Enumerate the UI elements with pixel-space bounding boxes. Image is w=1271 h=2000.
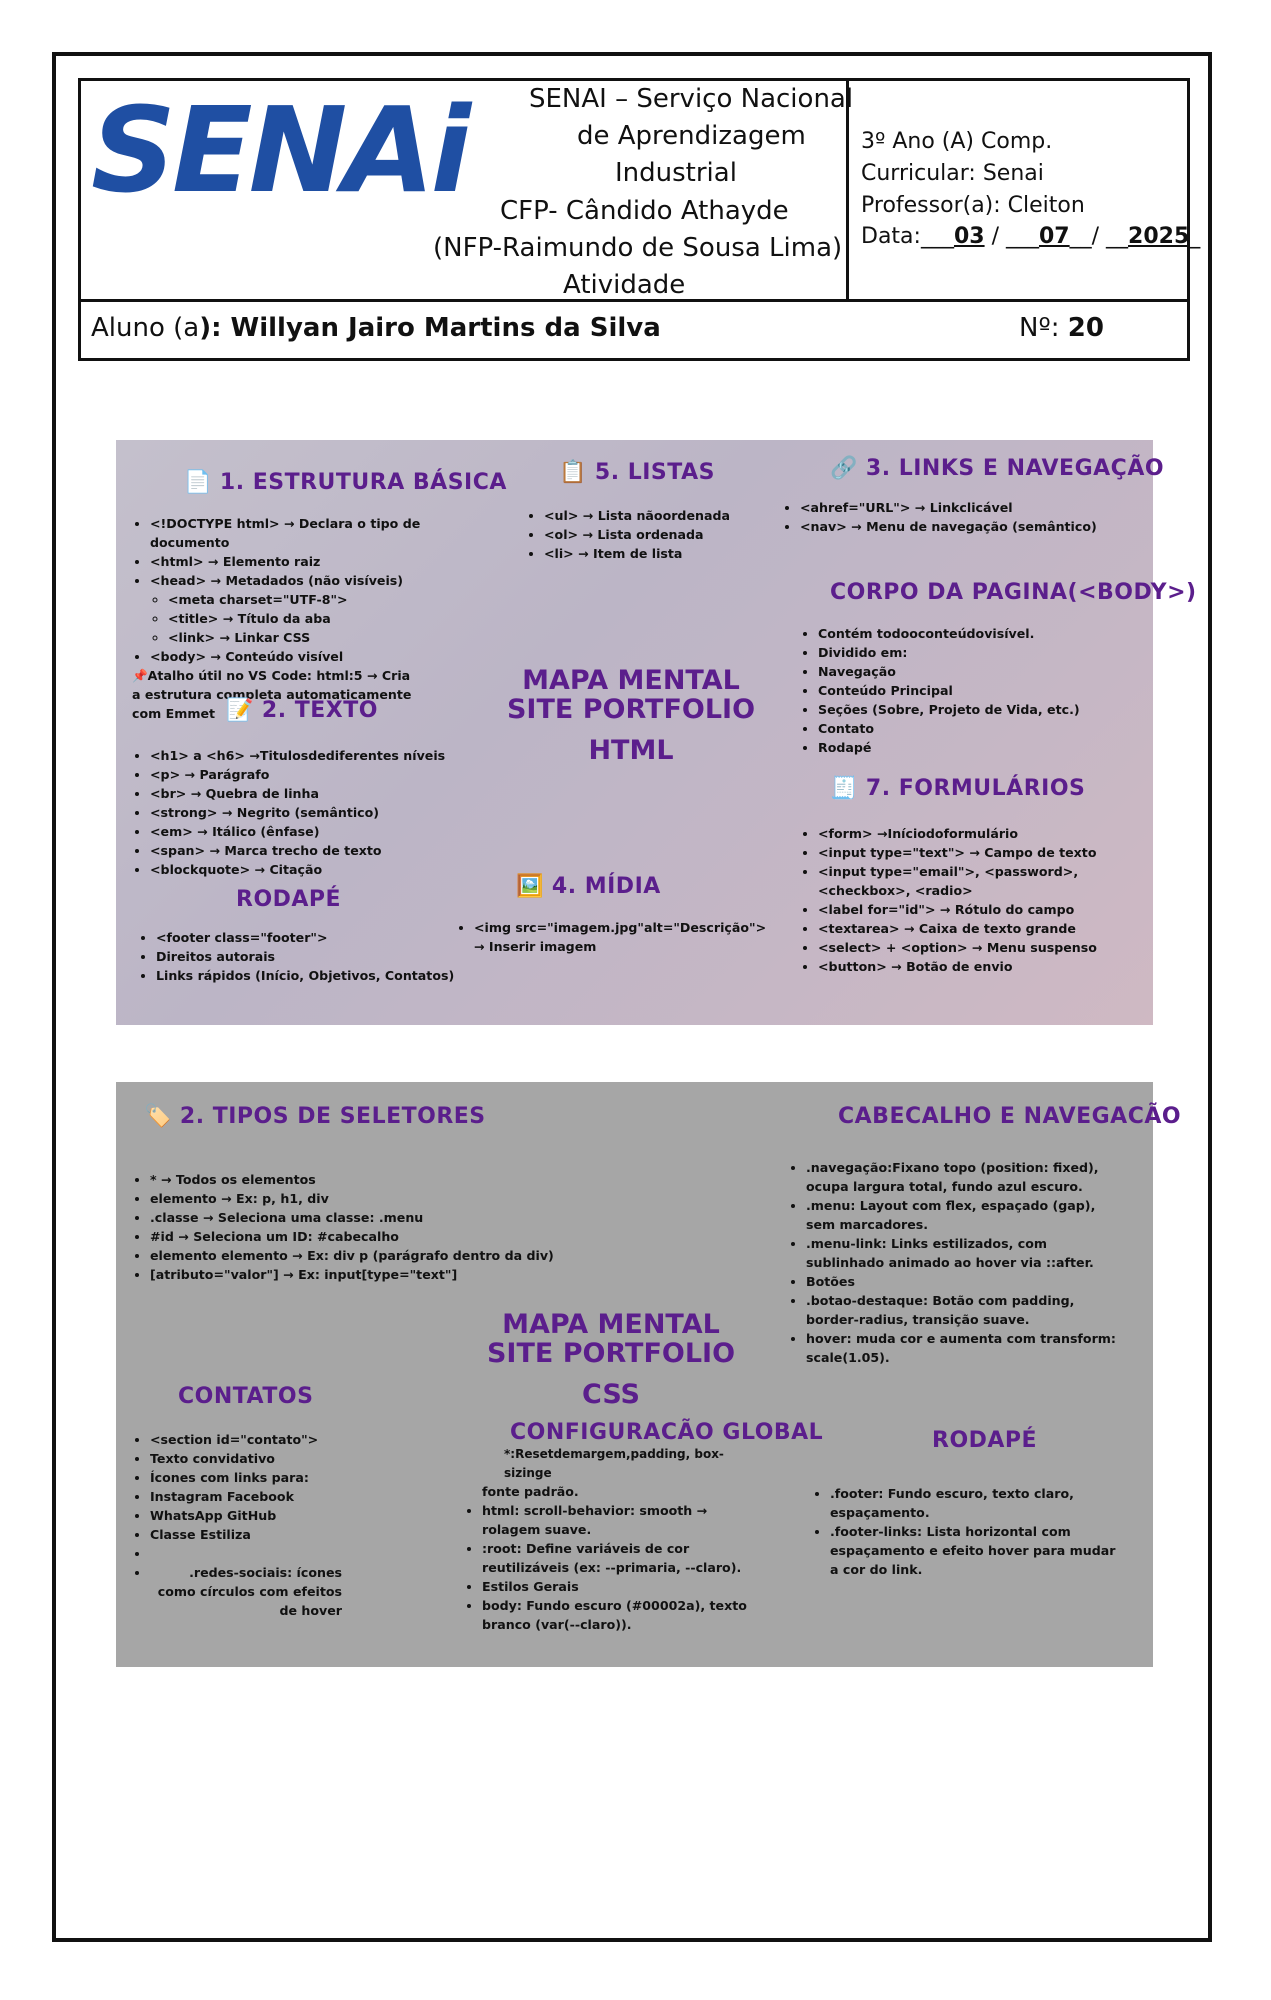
institution-line: SENAI – Serviço Nacional (529, 84, 854, 114)
tag-icon: 🏷️ (144, 1104, 172, 1129)
listas-list (526, 498, 766, 563)
list-item: • <span> → Marca trecho de texto (150, 841, 452, 860)
header-info-cell (849, 81, 1201, 299)
list-item: • elemento elemento → Ex: div p (parágrafo dentro da div) (150, 1246, 612, 1265)
list-item: • <body> → Conteúdo visível (150, 647, 422, 666)
senai-logo (87, 81, 497, 219)
list-item: • <form> →Iníciodoformulário (818, 824, 1120, 843)
student-number: Nº: 20 (1019, 313, 1104, 343)
list-item: fonte padrão. (482, 1484, 579, 1499)
list-item: • Botões (806, 1272, 1124, 1291)
list-item: • <!DOCTYPE html> → Declara o tipo de documento (150, 514, 422, 552)
formularios-list (800, 816, 1120, 976)
section-title: CABECALHO E NAVEGACÃO (838, 1104, 1182, 1129)
document-icon: 📄 (184, 470, 212, 495)
list-item: • <textarea> → Caixa de texto grande (818, 919, 1120, 938)
list-item: ◦ <meta charset="UTF-8"> (168, 590, 422, 609)
professor-label: Professor(a): Cleiton (861, 193, 1085, 218)
list-item: • .menu: Layout com flex, espaçado (gap), sem marcadores. (806, 1196, 1124, 1234)
section-formularios (830, 776, 1085, 801)
list-item: • <li> → Item de lista (544, 544, 766, 563)
institution-line: CFP- Cândido Athayde (500, 196, 789, 226)
institution-line: Atividade (563, 270, 686, 300)
list-item: • <section id="contato"> (150, 1430, 342, 1449)
section-title: 🧾 7. FORMULÁRIOS (830, 776, 1086, 801)
mindmap-css (116, 1082, 1182, 1667)
pencil-icon: 📝 (226, 698, 254, 723)
list-item (150, 1544, 342, 1563)
contatos-list (132, 1422, 342, 1620)
section-title: 🔗 3. LINKS E NAVEGAÇÃO (830, 456, 1165, 481)
list-item: • <ul> → Lista nãoordenada (544, 506, 766, 525)
mindmap-html (116, 440, 1197, 1025)
list-item: • <strong> → Negrito (semântico) (150, 803, 452, 822)
list-item: ◦ <title> → Título da aba (168, 609, 422, 628)
list-item: • <p> → Parágrafo (150, 765, 452, 784)
estrutura-list (132, 506, 422, 723)
list-item: • .classe → Seleciona uma classe: .menu (150, 1208, 612, 1227)
header-top-row (81, 81, 1201, 302)
list-item: • Conteúdo Principal (818, 681, 1120, 700)
global-list (464, 1474, 764, 1634)
list-item: • <blockquote> → Citação (150, 860, 452, 879)
list-item: • <ol> → Lista ordenada (544, 525, 766, 544)
section-corpo (830, 580, 1197, 605)
section-midia (516, 874, 661, 899)
list-item: • html: scroll-behavior: smooth → rolagem suave. (482, 1501, 764, 1539)
section-texto (226, 698, 378, 723)
midia-list (456, 910, 776, 956)
clipboard-icon: 📋 (559, 460, 587, 485)
section-title: 📝 2. TEXTO (226, 698, 378, 723)
list-item: • <html> → Elemento raiz (150, 552, 422, 571)
texto-list (132, 738, 452, 879)
section-listas (559, 460, 715, 485)
student-field: Aluno (a): Willyan Jairo Martins da Silva (91, 313, 661, 343)
list-item: • Seções (Sobre, Projeto de Vida, etc.) (818, 700, 1120, 719)
list-item: • .footer-links: Lista horizontal com espaçamento e efeito hover para mudar a cor do link. (830, 1522, 1124, 1579)
section-title: RODAPÉ (236, 887, 342, 912)
mindmap-html-center: MAPA MENTAL SITE PORTFOLIO HTML (506, 665, 756, 766)
link-icon: 🔗 (830, 456, 858, 481)
list-item: • Dividido em: (818, 643, 1120, 662)
list-item: • Navegação (818, 662, 1120, 681)
list-item: • Contém todooconteúdovisível. (818, 624, 1120, 643)
corpo-list (800, 616, 1120, 757)
section-title: CONFIGURACÃO GLOBAL (510, 1420, 824, 1445)
section-title: CORPO DA PAGINA(<BODY>) (830, 580, 1197, 605)
list-item: • * → Todos os elementos (150, 1170, 612, 1189)
list-item: • hover: muda cor e aumenta com transform: scale(1.05). (806, 1329, 1124, 1367)
section-title: RODAPÉ (932, 1428, 1038, 1453)
list-item: • <button> → Botão de envio (818, 957, 1120, 976)
list-item: • <em> → Itálico (ênfase) (150, 822, 452, 841)
section-estrutura (184, 470, 507, 495)
list-item: • <input type="email">, <password>, <checkbox>, <radio> (818, 862, 1120, 900)
list-item: • .footer: Fundo escuro, texto claro, espaçamento. (830, 1484, 1124, 1522)
list-item: • Direitos autorais (156, 947, 468, 966)
global-subtitle: *:Resetdemargem,padding, box-sizinge (504, 1447, 724, 1480)
section-title: 🏷️ 2. TIPOS DE SELETORES (144, 1104, 486, 1129)
list-item: • #id → Seleciona um ID: #cabecalho (150, 1227, 612, 1246)
section-title: CONTATOS (178, 1384, 314, 1409)
section-contatos (178, 1384, 313, 1409)
list-item: • .botao-destaque: Botão com padding, border-radius, transição suave. (806, 1291, 1124, 1329)
list-item: • Texto convidativo (150, 1449, 342, 1468)
cabecalho-list (788, 1150, 1124, 1367)
list-item: ◦ <link> → Linkar CSS (168, 628, 422, 647)
institution-line: (NFP-Raimundo de Sousa Lima) (433, 233, 843, 263)
list-item: • .menu-link: Links estilizados, com sublinhado animado ao hover via ::after. (806, 1234, 1124, 1272)
list-item: • <h1> a <h6> →Titulosdediferentes níveis (150, 746, 452, 765)
section-links (830, 456, 1164, 481)
list-item: • <head> → Metadados (não visíveis) (150, 571, 422, 590)
list-item: • Rodapé (818, 738, 1120, 757)
list-item: • .navegação:Fixano topo (position: fixed), ocupa largura total, fundo azul escuro. (806, 1158, 1124, 1196)
institution-line: de Aprendizagem (577, 121, 806, 151)
class-label: 3º Ano (A) Comp. (861, 129, 1053, 154)
list-item: • body: Fundo escuro (#00002a), texto branco (var(--claro)). (482, 1596, 764, 1634)
list-item: • Estilos Gerais (482, 1577, 764, 1596)
curricular-label: Curricular: Senai (861, 161, 1044, 186)
list-item: • Contato (818, 719, 1120, 738)
section-rodape-html (236, 887, 341, 912)
list-item: • <select> + <option> → Menu suspenso (818, 938, 1120, 957)
image-icon: 🖼️ (516, 874, 544, 899)
document-header (78, 78, 1201, 361)
form-icon: 🧾 (830, 776, 858, 801)
section-title: 📄 1. ESTRUTURA BÁSICA (184, 470, 507, 495)
list-item: • <nav> → Menu de navegação (semântico) (800, 517, 1122, 536)
rodape-html-list (138, 920, 468, 985)
date-field: Data:___03 / ___07__/ __2025_ (861, 224, 1201, 249)
list-item: • <ahref="URL"> → Linkclicável (800, 498, 1122, 517)
list-item: • <footer class="footer"> (156, 928, 468, 947)
svg-text:SENAi: SENAi (91, 81, 468, 219)
header-institution-cell (81, 81, 854, 300)
list-item: • Instagram Facebook (150, 1487, 342, 1506)
rodape-css-list (812, 1476, 1124, 1579)
section-seletores (144, 1104, 486, 1129)
list-item: • <label for="id"> → Rótulo do campo (818, 900, 1120, 919)
section-title: 📋 5. LISTAS (559, 460, 715, 485)
list-item: • [atributo="valor"] → Ex: input[type="text"] (150, 1265, 612, 1284)
list-item: • elemento → Ex: p, h1, div (150, 1189, 612, 1208)
mindmap-css-center: MAPA MENTAL SITE PORTFOLIO CSS (486, 1309, 736, 1410)
section-title: 🖼️ 4. MÍDIA (516, 874, 661, 899)
section-rodape-css (932, 1428, 1037, 1453)
links-list (782, 490, 1122, 536)
list-item: • Ícones com links para: (150, 1468, 342, 1487)
list-item: • :root: Define variáveis de cor reutilizáveis (ex: --primaria, --claro). (482, 1539, 764, 1577)
list-item: • <input type="text"> → Campo de texto (818, 843, 1120, 862)
list-item: • WhatsApp GitHub (150, 1506, 342, 1525)
section-cabecalho (838, 1104, 1181, 1129)
list-item: • <img src="imagem.jpg"alt="Descrição"> → Inserir imagem (474, 918, 776, 956)
emmet-note: 📌Atalho útil no VS Code: html:5 → Cria a estrutura completa automaticamente com Emmet (132, 668, 412, 721)
seletores-list (132, 1162, 612, 1284)
list-item: • Classe Estiliza (150, 1525, 342, 1544)
institution-line: Industrial (615, 158, 737, 188)
list-item: • <br> → Quebra de linha (150, 784, 452, 803)
list-item: • Links rápidos (Início, Objetivos, Contatos) (156, 966, 468, 985)
list-item: • .redes-sociais: ícones como círculos com efeitos de hover (150, 1563, 342, 1620)
